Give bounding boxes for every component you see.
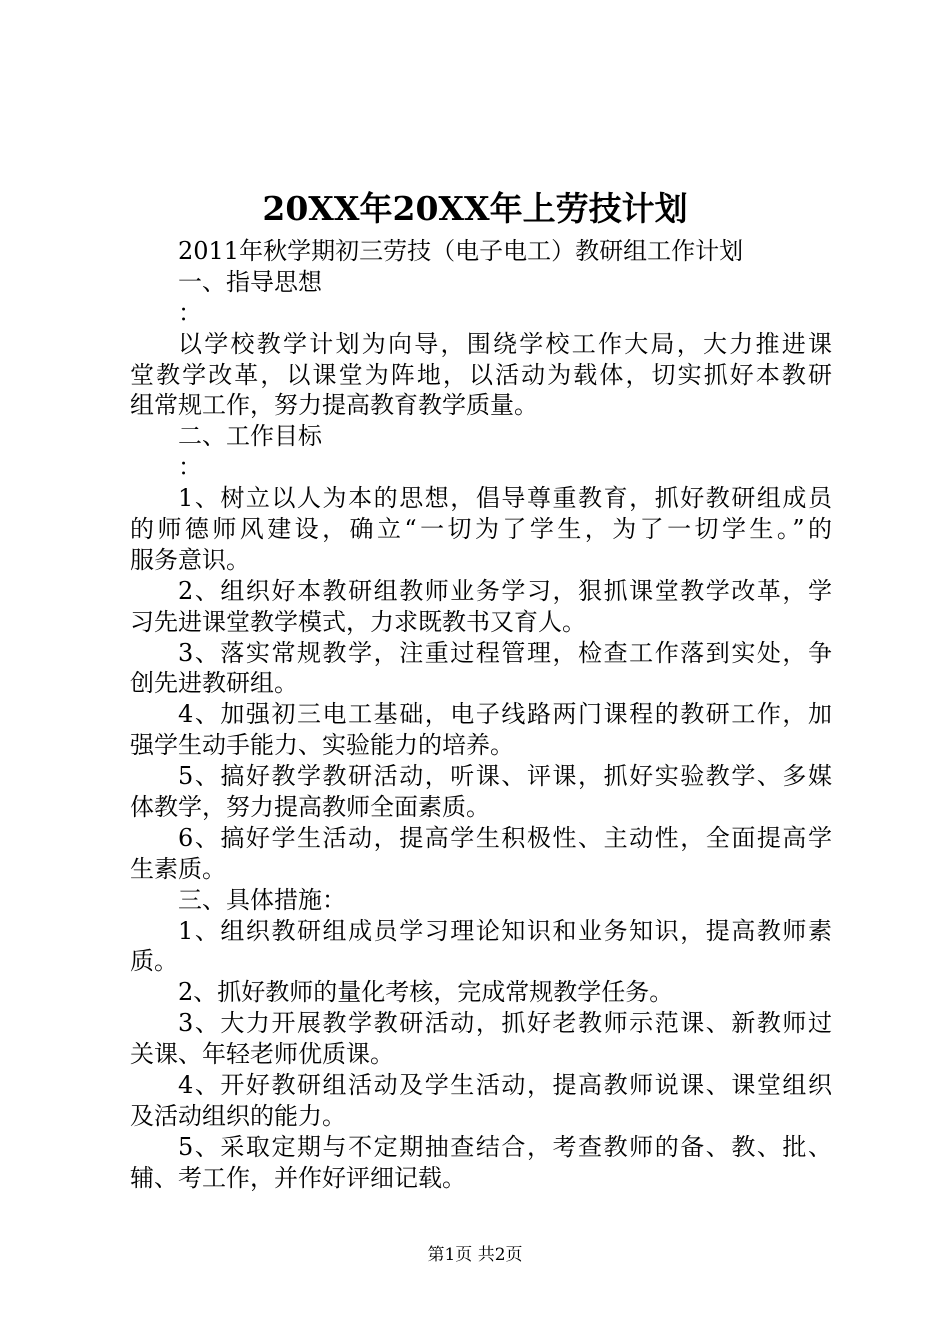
goal-item-line: 6、搞好学生活动，提高学生积极性、主动性，全面提高学 <box>178 823 832 852</box>
measure-item-line: 2、抓好教师的量化考核，完成常规教学任务。 <box>178 978 674 1007</box>
measure-item-line: 1、组织教研组成员学习理论知识和业务知识，提高教师素 <box>178 916 832 945</box>
measure-item-line: 5、采取定期与不定期抽查结合，考查教师的备、教、批、 <box>178 1132 832 1161</box>
goal-item-line: 4、加强初三电工基础，电子线路两门课程的教研工作，加 <box>178 700 832 729</box>
page-footer: 第1页 共2页 <box>427 1245 523 1265</box>
section2-heading: 二、工作目标 <box>178 422 322 451</box>
measure-item-line: 辅、考工作，并作好评细记载。 <box>130 1163 466 1192</box>
goal-item-line: 强学生动手能力、实验能力的培养。 <box>130 731 514 760</box>
section1-para-line: 堂教学改革，以课堂为阵地，以活动为载体，切实抓好本教研 <box>130 360 832 389</box>
section1-heading: 一、指导思想 <box>178 267 322 296</box>
document-title: 20XX年20XX年上劳技计划 <box>262 189 688 228</box>
section1-colon: ： <box>178 298 202 327</box>
goal-item-line: 的师德师风建设，确立“一切为了学生，为了一切学生。”的 <box>130 515 832 544</box>
measure-item-line: 3、大力开展教学教研活动，抓好老教师示范课、新教师过 <box>178 1009 832 1038</box>
goal-item-line: 生素质。 <box>130 854 226 883</box>
section2-colon: ： <box>178 453 202 482</box>
document-subtitle: 2011年秋学期初三劳技（电子电工）教研组工作计划 <box>178 237 744 265</box>
goal-item-line: 3、落实常规教学，注重过程管理，检查工作落到实处，争 <box>178 638 832 667</box>
measure-item-line: 关课、年轻老师优质课。 <box>130 1040 394 1069</box>
goal-item-line: 1、树立以人为本的思想，倡导尊重教育，抓好教研组成员 <box>178 484 832 513</box>
measure-item-line: 4、开好教研组活动及学生活动，提高教师说课、课堂组织 <box>178 1071 832 1100</box>
document-body <box>130 236 832 1194</box>
section1-para-line: 组常规工作，努力提高教育教学质量。 <box>130 391 538 420</box>
goal-item-line: 创先进教研组。 <box>130 669 298 698</box>
goal-item-line: 习先进课堂教学模式，力求既教书又育人。 <box>130 607 586 636</box>
goal-item-line: 服务意识。 <box>130 545 250 574</box>
section1-para-line: 以学校教学计划为向导，围绕学校工作大局，大力推进课 <box>178 329 832 358</box>
measure-item-line: 质。 <box>130 947 178 976</box>
section3-heading: 三、具体措施： <box>178 885 346 914</box>
goal-item-line: 体教学，努力提高教师全面素质。 <box>130 793 490 822</box>
goal-item-line: 2、组织好本教研组教师业务学习，狠抓课堂教学改革，学 <box>178 576 832 605</box>
goal-item-line: 5、搞好教学教研活动，听课、评课，抓好实验教学、多媒 <box>178 762 832 791</box>
measure-item-line: 及活动组织的能力。 <box>130 1101 346 1130</box>
